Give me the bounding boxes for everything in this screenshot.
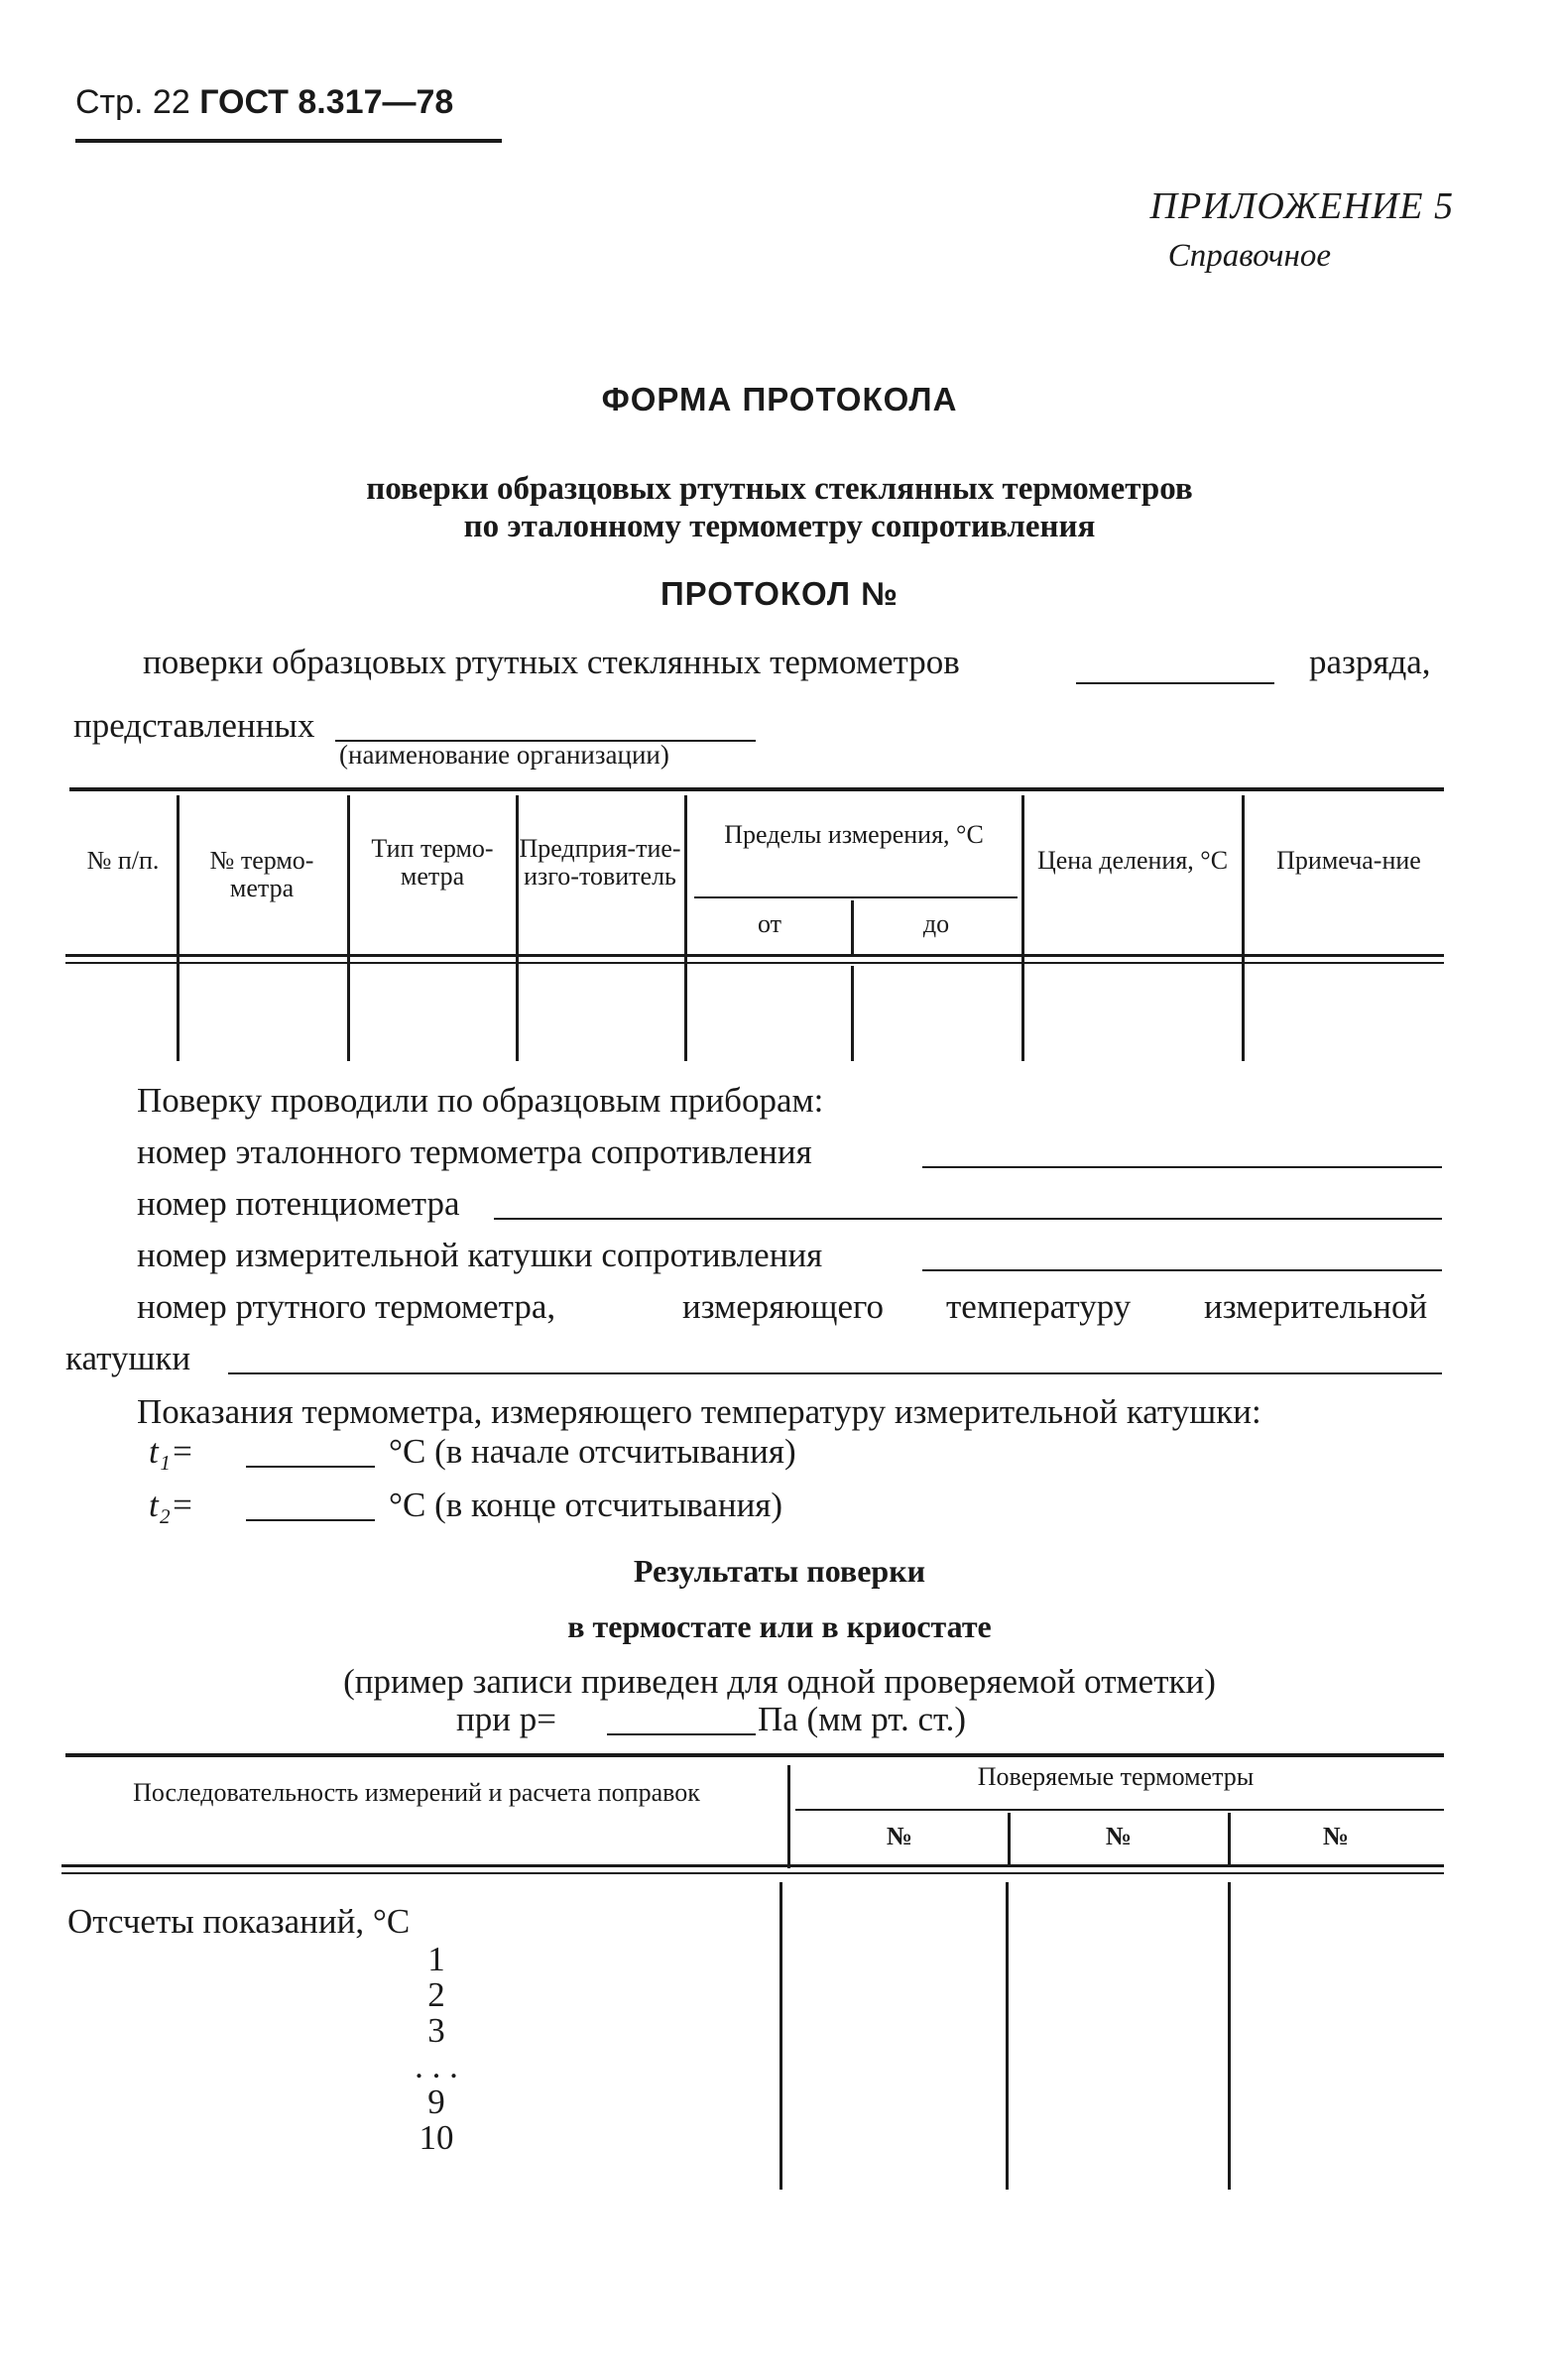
intro-line2: представленных: [73, 706, 315, 745]
grade-blank[interactable]: [1076, 682, 1274, 684]
coil-blank[interactable]: [922, 1269, 1442, 1271]
col-range-to: до: [922, 909, 950, 938]
col-thermometer-1: №: [886, 1822, 913, 1850]
mercury-line1-a: номер ртутного термометра,: [137, 1287, 556, 1326]
readings-row-title: Отсчеты показаний, °С: [67, 1902, 411, 1941]
mercury-line1-d: измерительной: [1204, 1287, 1428, 1326]
appendix-title: ПРИЛОЖЕНИЕ 5: [1149, 185, 1454, 227]
t2-text: °С (в конце отсчитывания): [389, 1486, 783, 1524]
col-thermometer-2: №: [1105, 1822, 1133, 1850]
protocol-title: ПРОТОКОЛ №: [660, 575, 899, 612]
potentiometer-blank[interactable]: [494, 1218, 1442, 1220]
col-thermometer-number: № термо-метра: [209, 846, 314, 902]
pressure-suffix: Па (мм рт. ст.): [758, 1700, 967, 1738]
header-rule: [75, 139, 502, 143]
pressure-prefix: при p=: [456, 1700, 556, 1738]
reading-row-ellipsis: . . .: [415, 2047, 458, 2085]
col-measurement-range: Пределы измерения, °С: [724, 820, 984, 849]
coil-label: номер измерительной катушки сопротивления: [137, 1236, 823, 1274]
reading-row-10: 10: [419, 2118, 454, 2157]
intro-line1: поверки образцовых ртутных стеклянных термометров: [143, 643, 960, 681]
t1-text: °С (в начале отсчитывания): [389, 1432, 796, 1471]
page-number: Стр. 22: [75, 83, 190, 121]
col-note: Примеча-ние: [1276, 846, 1421, 875]
mercury-line1-c: температуру: [946, 1287, 1132, 1326]
t1-blank[interactable]: [246, 1466, 375, 1468]
results-example: (пример записи приведен для одной проверяемой отметки): [343, 1662, 1216, 1701]
ref-thermometer-label: номер эталонного термометра сопротивления: [137, 1132, 812, 1171]
form-title: ФОРМА ПРОТОКОЛА: [601, 381, 958, 417]
reading-row-3: 3: [427, 2011, 445, 2050]
organization-hint: (наименование организации): [339, 740, 669, 770]
mercury-line2: катушки: [65, 1339, 191, 1377]
reading-row-1: 1: [427, 1940, 445, 1978]
t1-label: t₁=: [149, 1432, 194, 1471]
t2-label: t₂=: [149, 1486, 194, 1524]
potentiometer-label: номер потенциометра: [137, 1184, 460, 1223]
col-thermometer-3: №: [1322, 1822, 1350, 1850]
col-sequence: Последовательность измерений и расчета поправок: [133, 1778, 700, 1807]
col-range-from: от: [757, 909, 782, 938]
page-header: [75, 83, 453, 122]
mercury-line1-b: измеряющего: [682, 1287, 884, 1326]
reading-row-9: 9: [427, 2082, 445, 2121]
col-division: Цена деления, °С: [1036, 846, 1229, 875]
form-subtitle-line2: по эталонному термометру сопротивления: [463, 509, 1096, 544]
col-manufacturer: Предприя-тие-изго-товитель: [519, 834, 681, 891]
instruments-intro: Поверку проводили по образцовым приборам:: [137, 1081, 824, 1120]
mercury-blank[interactable]: [228, 1372, 1442, 1374]
gost-code: ГОСТ 8.317—78: [199, 83, 454, 121]
form-subtitle-line1: поверки образцовых ртутных стеклянных термометров: [366, 471, 1193, 507]
col-type: Тип термо-метра: [371, 834, 494, 891]
col-number: № п/п.: [86, 846, 160, 875]
readings-intro: Показания термометра, измеряющего температуру измерительной катушки:: [137, 1392, 1261, 1431]
col-thermometers: Поверяемые термометры: [977, 1762, 1255, 1791]
ref-thermometer-blank[interactable]: [922, 1166, 1442, 1168]
reading-row-2: 2: [427, 1975, 445, 2014]
form-subtitle: [0, 470, 1559, 545]
results-subtitle: в термостате или в криостате: [567, 1608, 992, 1644]
intro-line1-end: разряда,: [1309, 643, 1431, 681]
pressure-blank[interactable]: [607, 1733, 756, 1735]
appendix-subtitle: Справочное: [1167, 238, 1331, 274]
results-title: Результаты поверки: [633, 1553, 926, 1589]
t2-blank[interactable]: [246, 1519, 375, 1521]
